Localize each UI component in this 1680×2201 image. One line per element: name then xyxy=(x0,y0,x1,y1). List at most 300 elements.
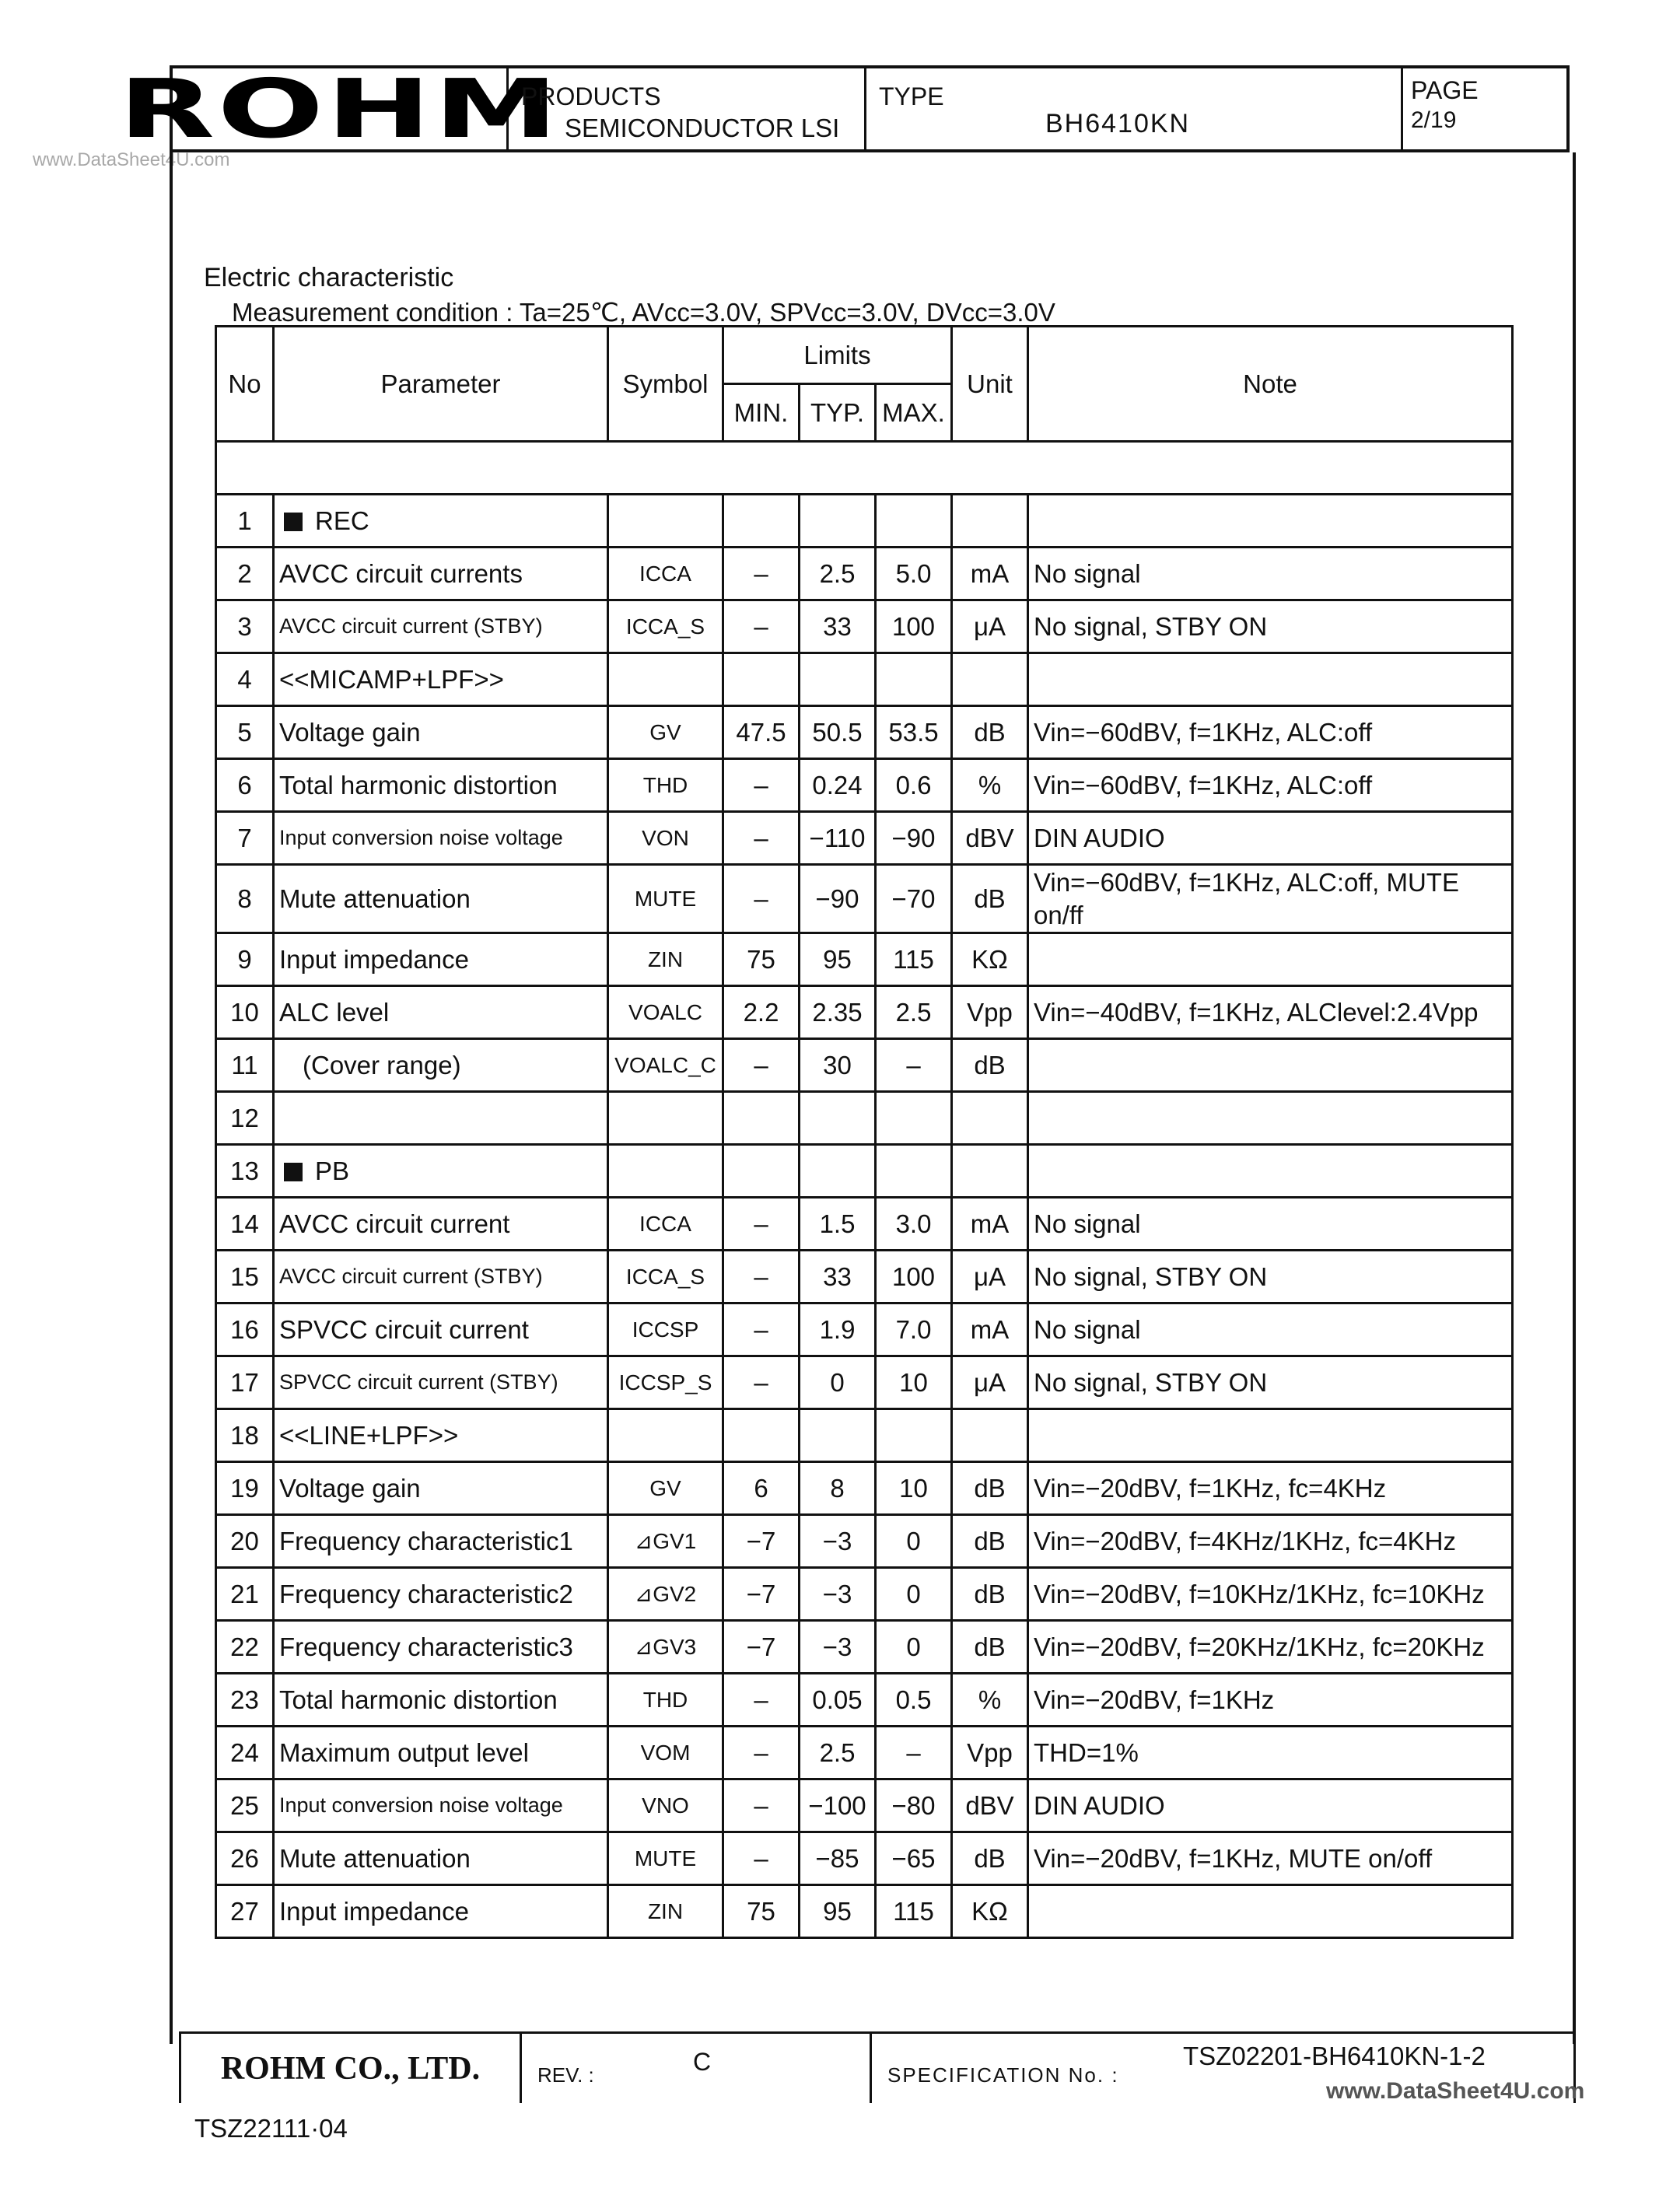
row-max: 10 xyxy=(876,1356,952,1409)
row-note: No signal, STBY ON xyxy=(1028,1356,1513,1409)
row-max: −80 xyxy=(876,1779,952,1832)
row-note: Vin=−20dBV, f=1KHz xyxy=(1028,1674,1513,1727)
row-no: 23 xyxy=(216,1674,274,1727)
row-no: 1 xyxy=(216,495,274,548)
row-note: Vin=−20dBV, f=1KHz, fc=4KHz xyxy=(1028,1462,1513,1515)
row-min: – xyxy=(723,1832,800,1885)
company-name: ROHM CO., LTD. xyxy=(181,2034,522,2103)
row-typ: −85 xyxy=(800,1832,876,1885)
table-row xyxy=(216,1251,1513,1303)
row-min xyxy=(723,495,800,548)
row-max: 115 xyxy=(876,1885,952,1938)
row-min xyxy=(723,1145,800,1198)
table-row xyxy=(216,1198,1513,1251)
row-symbol: THD xyxy=(608,1674,723,1727)
revision-cell xyxy=(522,2034,872,2103)
row-note: Vin=−20dBV, f=20KHz/1KHz, fc=20KHz xyxy=(1028,1621,1513,1674)
row-note: No signal xyxy=(1028,1303,1513,1356)
row-typ: 33 xyxy=(800,600,876,653)
revision-value: C xyxy=(693,2048,712,2076)
row-symbol: THD xyxy=(608,759,723,812)
row-min: – xyxy=(723,1039,800,1092)
row-min: 75 xyxy=(723,1885,800,1938)
table-row xyxy=(216,495,1513,548)
row-min: – xyxy=(723,812,800,865)
row-min: – xyxy=(723,1674,800,1727)
row-no: 10 xyxy=(216,986,274,1039)
row-symbol: ICCA_S xyxy=(608,600,723,653)
row-max xyxy=(876,1092,952,1145)
row-no: 26 xyxy=(216,1832,274,1885)
row-symbol: ⊿GV3 xyxy=(608,1621,723,1674)
row-min: 75 xyxy=(723,933,800,986)
header-min: MIN. xyxy=(723,384,800,442)
row-note: Vin=−60dBV, f=1KHz, ALC:off xyxy=(1028,759,1513,812)
row-max: 0 xyxy=(876,1621,952,1674)
row-no: 17 xyxy=(216,1356,274,1409)
parameter-text: Frequency characteristic1 xyxy=(279,1526,573,1555)
row-no: 20 xyxy=(216,1515,274,1568)
table-row xyxy=(216,653,1513,706)
row-max: – xyxy=(876,1727,952,1779)
row-no: 19 xyxy=(216,1462,274,1515)
row-min: – xyxy=(723,600,800,653)
table-row xyxy=(216,1145,1513,1198)
row-min: – xyxy=(723,865,800,933)
row-parameter xyxy=(274,1832,608,1885)
row-unit: dB xyxy=(952,865,1028,933)
row-typ: 95 xyxy=(800,1885,876,1938)
row-typ xyxy=(800,1092,876,1145)
row-min: 2.2 xyxy=(723,986,800,1039)
row-min: – xyxy=(723,1779,800,1832)
products-cell xyxy=(509,68,866,149)
row-note: THD=1% xyxy=(1028,1727,1513,1779)
table-row xyxy=(216,759,1513,812)
row-parameter xyxy=(274,706,608,759)
row-max: 100 xyxy=(876,1251,952,1303)
row-symbol: MUTE xyxy=(608,865,723,933)
type-cell xyxy=(866,68,1403,149)
row-parameter xyxy=(274,933,608,986)
row-note: DIN AUDIO xyxy=(1028,1779,1513,1832)
row-min xyxy=(723,653,800,706)
row-no: 2 xyxy=(216,548,274,600)
row-no: 7 xyxy=(216,812,274,865)
watermark-top: www.DataSheet4U.com xyxy=(33,149,230,170)
row-no: 24 xyxy=(216,1727,274,1779)
parameter-text: Total harmonic distortion xyxy=(279,770,558,800)
row-typ: 33 xyxy=(800,1251,876,1303)
row-unit xyxy=(952,1092,1028,1145)
row-min: – xyxy=(723,1251,800,1303)
row-max: 0 xyxy=(876,1568,952,1621)
parameter-text: SPVCC circuit current xyxy=(279,1314,529,1344)
row-no: 13 xyxy=(216,1145,274,1198)
row-min: −7 xyxy=(723,1621,800,1674)
parameter-text: Voltage gain xyxy=(279,717,421,747)
row-parameter xyxy=(274,1779,608,1832)
products-value: SEMICONDUCTOR LSI xyxy=(565,114,840,142)
row-typ xyxy=(800,653,876,706)
row-max: 100 xyxy=(876,600,952,653)
row-note xyxy=(1028,1039,1513,1092)
row-symbol: ZIN xyxy=(608,933,723,986)
row-note xyxy=(1028,1409,1513,1462)
table-row xyxy=(216,1832,1513,1885)
table-row xyxy=(216,865,1513,933)
row-max: – xyxy=(876,1039,952,1092)
row-min: −7 xyxy=(723,1568,800,1621)
header-note: Note xyxy=(1028,327,1513,442)
row-min: – xyxy=(723,759,800,812)
rohm-logo: ROHM xyxy=(118,61,561,156)
row-no: 27 xyxy=(216,1885,274,1938)
parameter-text: AVCC circuit current (STBY) xyxy=(279,614,543,638)
row-min: 6 xyxy=(723,1462,800,1515)
row-max: 5.0 xyxy=(876,548,952,600)
row-max: 3.0 xyxy=(876,1198,952,1251)
row-typ: 50.5 xyxy=(800,706,876,759)
row-note: No signal, STBY ON xyxy=(1028,1251,1513,1303)
row-note: DIN AUDIO xyxy=(1028,812,1513,865)
row-note: No signal, STBY ON xyxy=(1028,600,1513,653)
header-limits: Limits xyxy=(723,327,952,384)
row-min: 47.5 xyxy=(723,706,800,759)
table-row xyxy=(216,548,1513,600)
row-symbol xyxy=(608,653,723,706)
row-unit: dB xyxy=(952,1621,1028,1674)
row-min: – xyxy=(723,1727,800,1779)
row-no: 11 xyxy=(216,1039,274,1092)
row-unit: mA xyxy=(952,1198,1028,1251)
row-no: 21 xyxy=(216,1568,274,1621)
table-row xyxy=(216,1885,1513,1938)
row-parameter xyxy=(274,1462,608,1515)
row-typ: 8 xyxy=(800,1462,876,1515)
row-unit: mA xyxy=(952,548,1028,600)
table-row xyxy=(216,1674,1513,1727)
row-note xyxy=(1028,495,1513,548)
row-unit: dB xyxy=(952,1462,1028,1515)
row-symbol: ICCA_S xyxy=(608,1251,723,1303)
parameter-text: Input conversion noise voltage xyxy=(279,1793,563,1817)
row-unit xyxy=(952,1145,1028,1198)
row-no: 15 xyxy=(216,1251,274,1303)
row-typ: 2.5 xyxy=(800,548,876,600)
parameter-text: <<LINE+LPF>> xyxy=(279,1420,459,1450)
row-typ: 2.5 xyxy=(800,1727,876,1779)
row-parameter xyxy=(274,1727,608,1779)
row-symbol: ZIN xyxy=(608,1885,723,1938)
row-note xyxy=(1028,1885,1513,1938)
row-symbol: ICCSP_S xyxy=(608,1356,723,1409)
row-no: 6 xyxy=(216,759,274,812)
square-bullet-icon xyxy=(284,1163,303,1181)
row-note: Vin=−20dBV, f=4KHz/1KHz, fc=4KHz xyxy=(1028,1515,1513,1568)
parameter-text: AVCC circuit currents xyxy=(279,558,523,588)
row-note xyxy=(1028,653,1513,706)
parameter-text: Mute attenuation xyxy=(279,884,471,913)
row-symbol: VOALC_C xyxy=(608,1039,723,1092)
row-unit: dB xyxy=(952,1832,1028,1885)
header-parameter: Parameter xyxy=(274,327,608,442)
specification-number: TSZ02201-BH6410KN-1-2 xyxy=(1183,2042,1486,2070)
parameter-text: SPVCC circuit current (STBY) xyxy=(279,1370,558,1394)
row-symbol: MUTE xyxy=(608,1832,723,1885)
header-typ: TYP. xyxy=(800,384,876,442)
row-unit: dB xyxy=(952,706,1028,759)
row-unit: Vpp xyxy=(952,1727,1028,1779)
row-max: 0 xyxy=(876,1515,952,1568)
row-symbol: GV xyxy=(608,706,723,759)
row-symbol: ICCA xyxy=(608,548,723,600)
table-row xyxy=(216,1621,1513,1674)
row-unit: mA xyxy=(952,1303,1028,1356)
parameter-text: PB xyxy=(315,1156,350,1185)
parameter-text: Mute attenuation xyxy=(279,1843,471,1873)
row-parameter xyxy=(274,1251,608,1303)
row-typ: 0.24 xyxy=(800,759,876,812)
row-no: 12 xyxy=(216,1092,274,1145)
table-row xyxy=(216,1356,1513,1409)
table-row xyxy=(216,986,1513,1039)
page-label: PAGE xyxy=(1411,76,1479,104)
row-max: 0.5 xyxy=(876,1674,952,1727)
row-parameter xyxy=(274,653,608,706)
row-symbol xyxy=(608,495,723,548)
row-typ: 1.5 xyxy=(800,1198,876,1251)
row-parameter xyxy=(274,759,608,812)
row-max: 10 xyxy=(876,1462,952,1515)
parameter-text: <<MICAMP+LPF>> xyxy=(279,664,504,694)
measurement-condition: Measurement condition : Ta=25℃, AVcc=3.0V, SPVcc=3.0V, DVcc=3.0V xyxy=(232,298,1055,327)
row-min: – xyxy=(723,1198,800,1251)
row-note: No signal xyxy=(1028,548,1513,600)
parameter-text: Maximum output level xyxy=(279,1737,529,1767)
row-note xyxy=(1028,933,1513,986)
row-symbol: GV xyxy=(608,1462,723,1515)
parameter-text: Input impedance xyxy=(279,944,470,974)
row-unit: dB xyxy=(952,1568,1028,1621)
row-parameter xyxy=(274,1568,608,1621)
row-parameter xyxy=(274,1145,608,1198)
parameter-text: ALC level xyxy=(279,997,390,1027)
table-row xyxy=(216,1462,1513,1515)
row-no: 9 xyxy=(216,933,274,986)
parameter-text: REC xyxy=(315,506,369,535)
header-symbol: Symbol xyxy=(608,327,723,442)
row-parameter xyxy=(274,600,608,653)
parameter-text: (Cover range) xyxy=(303,1050,461,1080)
header-no: No xyxy=(216,327,274,442)
row-unit xyxy=(952,653,1028,706)
row-max: 115 xyxy=(876,933,952,986)
row-unit: dBV xyxy=(952,1779,1028,1832)
parameter-text: AVCC circuit current (STBY) xyxy=(279,1265,543,1288)
logo-cell xyxy=(118,61,561,156)
row-typ xyxy=(800,1409,876,1462)
row-unit: μA xyxy=(952,600,1028,653)
parameter-text: Total harmonic distortion xyxy=(279,1685,558,1714)
row-note: Vin=−20dBV, f=10KHz/1KHz, fc=10KHz xyxy=(1028,1568,1513,1621)
row-note xyxy=(1028,1092,1513,1145)
row-unit: % xyxy=(952,1674,1028,1727)
page-number: 2/19 xyxy=(1411,107,1457,133)
row-no: 8 xyxy=(216,865,274,933)
row-typ: 2.35 xyxy=(800,986,876,1039)
table-row xyxy=(216,1409,1513,1462)
table-row xyxy=(216,1568,1513,1621)
row-parameter xyxy=(274,1885,608,1938)
row-symbol xyxy=(608,1092,723,1145)
row-no: 14 xyxy=(216,1198,274,1251)
parameter-text: AVCC circuit current xyxy=(279,1209,510,1238)
row-unit: KΩ xyxy=(952,933,1028,986)
row-symbol xyxy=(608,1409,723,1462)
row-no: 18 xyxy=(216,1409,274,1462)
table-row xyxy=(216,1303,1513,1356)
square-bullet-icon xyxy=(284,513,303,531)
parameter-text: Input impedance xyxy=(279,1896,470,1926)
row-parameter xyxy=(274,812,608,865)
row-unit xyxy=(952,1409,1028,1462)
type-label: TYPE xyxy=(879,82,944,110)
row-max: 7.0 xyxy=(876,1303,952,1356)
row-max xyxy=(876,653,952,706)
row-no: 4 xyxy=(216,653,274,706)
row-typ: −3 xyxy=(800,1621,876,1674)
row-parameter xyxy=(274,495,608,548)
row-note: Vin=−40dBV, f=1KHz, ALClevel:2.4Vpp xyxy=(1028,986,1513,1039)
table-row xyxy=(216,1092,1513,1145)
row-parameter xyxy=(274,1039,608,1092)
row-parameter xyxy=(274,865,608,933)
row-typ: −100 xyxy=(800,1779,876,1832)
row-parameter xyxy=(274,1515,608,1568)
specification-label: SPECIFICATION No. : xyxy=(887,2063,1119,2087)
row-symbol: ICCA xyxy=(608,1198,723,1251)
form-number: TSZ22111·04 xyxy=(194,2114,348,2143)
row-max: −70 xyxy=(876,865,952,933)
row-unit: dB xyxy=(952,1039,1028,1092)
header-max: MAX. xyxy=(876,384,952,442)
row-max: −65 xyxy=(876,1832,952,1885)
row-unit: dBV xyxy=(952,812,1028,865)
row-parameter xyxy=(274,1092,608,1145)
row-typ: 0.05 xyxy=(800,1674,876,1727)
row-parameter xyxy=(274,1198,608,1251)
row-min: – xyxy=(723,1303,800,1356)
row-typ: 95 xyxy=(800,933,876,986)
row-symbol: VOM xyxy=(608,1727,723,1779)
section-title: Electric characteristic xyxy=(204,263,454,292)
row-min xyxy=(723,1092,800,1145)
row-max xyxy=(876,1409,952,1462)
row-typ xyxy=(800,495,876,548)
row-symbol: ⊿GV1 xyxy=(608,1515,723,1568)
table-row xyxy=(216,933,1513,986)
table-row xyxy=(216,600,1513,653)
row-no: 16 xyxy=(216,1303,274,1356)
table-row xyxy=(216,1515,1513,1568)
row-parameter xyxy=(274,548,608,600)
row-max: 0.6 xyxy=(876,759,952,812)
row-unit: μA xyxy=(952,1251,1028,1303)
row-unit: KΩ xyxy=(952,1885,1028,1938)
row-min xyxy=(723,1409,800,1462)
row-max: −90 xyxy=(876,812,952,865)
row-min: – xyxy=(723,548,800,600)
row-no: 5 xyxy=(216,706,274,759)
row-parameter xyxy=(274,1303,608,1356)
row-unit: Vpp xyxy=(952,986,1028,1039)
table-row xyxy=(216,1727,1513,1779)
row-parameter xyxy=(274,1409,608,1462)
row-typ: 1.9 xyxy=(800,1303,876,1356)
row-max: 2.5 xyxy=(876,986,952,1039)
row-symbol: ⊿GV2 xyxy=(608,1568,723,1621)
table-row xyxy=(216,812,1513,865)
row-note xyxy=(1028,1145,1513,1198)
row-typ: −110 xyxy=(800,812,876,865)
row-symbol: VON xyxy=(608,812,723,865)
row-no: 25 xyxy=(216,1779,274,1832)
row-max xyxy=(876,495,952,548)
header-unit: Unit xyxy=(952,327,1028,442)
row-no: 3 xyxy=(216,600,274,653)
row-unit: μA xyxy=(952,1356,1028,1409)
row-typ: 30 xyxy=(800,1039,876,1092)
row-min: −7 xyxy=(723,1515,800,1568)
parameter-text: Frequency characteristic3 xyxy=(279,1632,573,1661)
table-row xyxy=(216,706,1513,759)
type-value: BH6410KN xyxy=(1045,109,1191,138)
row-typ: −3 xyxy=(800,1515,876,1568)
electric-characteristic-table xyxy=(215,325,1514,1939)
row-symbol: VOALC xyxy=(608,986,723,1039)
row-parameter xyxy=(274,986,608,1039)
watermark-bottom: www.DataSheet4U.com xyxy=(1326,2078,1585,2104)
row-max: 53.5 xyxy=(876,706,952,759)
row-symbol: VNO xyxy=(608,1779,723,1832)
table-body xyxy=(216,442,1513,1938)
row-typ: −3 xyxy=(800,1568,876,1621)
products-label: PRODUCTS xyxy=(521,82,661,110)
row-symbol: ICCSP xyxy=(608,1303,723,1356)
document-header xyxy=(118,61,1570,156)
row-typ: −90 xyxy=(800,865,876,933)
row-typ: 0 xyxy=(800,1356,876,1409)
header-separator xyxy=(216,442,1513,495)
row-parameter xyxy=(274,1356,608,1409)
row-note: Vin=−60dBV, f=1KHz, ALC:off, MUTE on/ff xyxy=(1028,865,1513,933)
row-unit xyxy=(952,495,1028,548)
row-note: No signal xyxy=(1028,1198,1513,1251)
page-cell xyxy=(1403,68,1566,149)
parameter-text: Input conversion noise voltage xyxy=(279,826,563,849)
row-unit: % xyxy=(952,759,1028,812)
row-note: Vin=−60dBV, f=1KHz, ALC:off xyxy=(1028,706,1513,759)
row-unit: dB xyxy=(952,1515,1028,1568)
parameter-text: Frequency characteristic2 xyxy=(279,1579,573,1608)
row-symbol xyxy=(608,1145,723,1198)
row-max xyxy=(876,1145,952,1198)
revision-label: REV. : xyxy=(537,2063,594,2087)
parameter-text: Voltage gain xyxy=(279,1473,421,1503)
table-row xyxy=(216,1779,1513,1832)
row-typ xyxy=(800,1145,876,1198)
